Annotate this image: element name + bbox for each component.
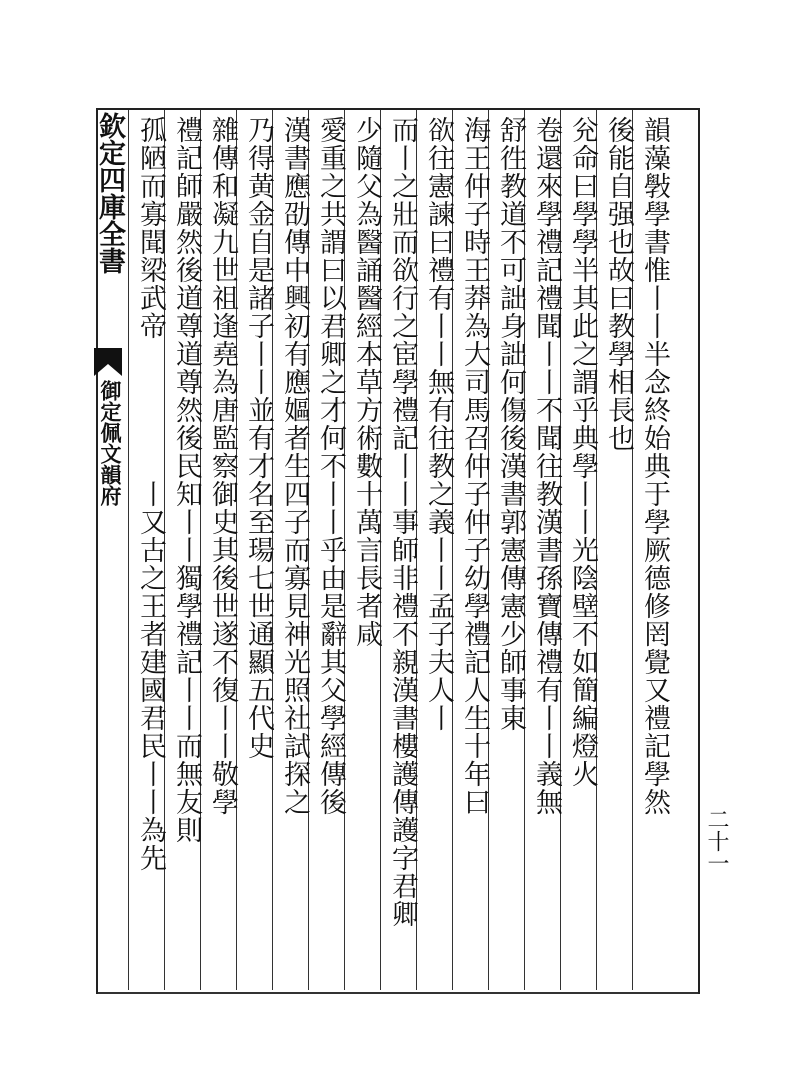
text-column-16: 丨又古之王者建國君民丨丨為先 xyxy=(135,480,166,872)
bottom-border-rule xyxy=(98,992,698,994)
text-column-14: 禮記師嚴然後道尊道尊然後民知丨丨獨學禮記丨丨而無友則 xyxy=(171,116,202,844)
text-column-8: 而丨之壯而欲行之宦學禮記丨丨事師非禮不親漢書樓護傳護字君卿 xyxy=(387,116,418,928)
page-number: 二十一 xyxy=(704,808,729,874)
text-column-10: 愛重之共謂曰以君卿之才何不丨丨乎由是辭其父學經傳後 xyxy=(315,116,346,816)
column-divider xyxy=(128,110,129,990)
text-column-2: 後能自强也故曰教學相長也 xyxy=(603,116,634,452)
text-column-5: 舒徃教道不可詘身詘何傷後漢書郭憲傳憲少師事東 xyxy=(495,116,526,732)
text-column-15: 孤陋而寡聞梁武帝 xyxy=(135,116,166,340)
text-column-9: 少隨父為醫誦醫經本草方術數十萬言長者咸 xyxy=(351,116,382,648)
gutter-collection-title: 欽定四庫全書 xyxy=(94,112,125,274)
text-column-12: 乃得黄金自是諸子丨丨並有才名至瑒七世通顯五代史 xyxy=(243,116,274,760)
text-column-3: 兊命曰學學半其此之謂乎典學丨丨光陰壁不如簡編燈火 xyxy=(567,116,598,788)
fish-tail-ornament-icon xyxy=(92,346,124,380)
gutter-book-title: 御定佩文韻府 xyxy=(98,380,123,506)
top-border-rule xyxy=(98,108,698,110)
text-column-7: 欲往憲諫曰禮有丨丨無有往教之義丨丨孟子夫人丨 xyxy=(423,116,454,732)
text-column-13: 雜傳和凝九世祖逢堯為唐監察御史其後世遂不復丨丨敬學 xyxy=(207,116,238,816)
text-column-1: 韻藻斅學書惟丨丨半念終始典于學厥德修罔覺又禮記學然 xyxy=(639,116,670,816)
text-column-6: 海王仲子時王莽為大司馬召仲子仲子幼學禮記人生十年曰 xyxy=(459,116,490,816)
text-column-4: 卷還來學禮記禮聞丨丨不聞往教漢書孫寶傳禮有丨丨義無 xyxy=(531,116,562,816)
text-column-11: 漢書應劭傳中興初有應嫗者生四子而寡見神光照社試探之 xyxy=(279,116,310,816)
